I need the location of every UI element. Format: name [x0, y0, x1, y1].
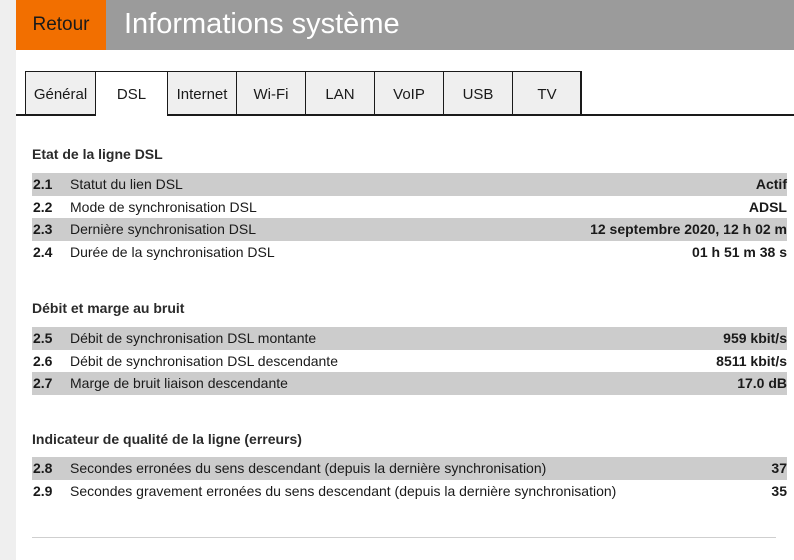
back-button[interactable]: Retour	[16, 0, 106, 50]
row-value: 8511 kbit/s	[716, 352, 787, 369]
tab-usb[interactable]: USB	[443, 71, 512, 114]
table-row	[32, 457, 787, 480]
row-number: 2.7	[33, 375, 53, 391]
row-value: Actif	[755, 176, 787, 192]
row-label: Secondes erronées du sens descendant (depuis la dernière synchronisation)	[70, 460, 547, 476]
row-label: Secondes gravement erronées du sens descendant (depuis la dernière synchronisation)	[70, 482, 617, 499]
tab-lan[interactable]: LAN	[305, 71, 374, 114]
table-row	[32, 480, 787, 503]
row-label: Durée de la synchronisation DSL	[70, 243, 275, 260]
row-number: 2.2	[33, 198, 53, 215]
table-row	[32, 218, 787, 241]
tab-end-border	[580, 71, 582, 114]
table-row	[32, 327, 787, 350]
tab-tv[interactable]: TV	[512, 71, 581, 114]
row-label: Statut du lien DSL	[70, 176, 183, 192]
table-row	[32, 350, 787, 373]
section-title-line-quality: Indicateur de qualité de la ligne (erreurs)	[32, 431, 302, 447]
row-value: 35	[771, 482, 787, 499]
row-number: 2.5	[33, 330, 53, 346]
row-number: 2.6	[33, 352, 53, 369]
row-number: 2.9	[33, 482, 53, 499]
row-label: Débit de synchronisation DSL descendante	[70, 352, 338, 369]
row-label: Débit de synchronisation DSL montante	[70, 330, 317, 346]
footer-divider	[32, 537, 776, 538]
row-label: Marge de bruit liaison descendante	[70, 375, 288, 391]
table-row	[32, 196, 787, 219]
tab-dsl[interactable]: DSL	[95, 71, 167, 116]
tab-bar	[16, 71, 794, 116]
tab-general[interactable]: Général	[25, 71, 95, 114]
line-state-table	[32, 173, 787, 263]
page	[16, 0, 794, 560]
section-title-line-state: Etat de la ligne DSL	[32, 146, 163, 162]
row-number: 2.1	[33, 176, 53, 192]
row-label: Mode de synchronisation DSL	[70, 198, 257, 215]
header-bar	[16, 0, 794, 50]
section-title-rate-noise: Débit et marge au bruit	[32, 300, 185, 316]
tab-internet[interactable]: Internet	[167, 71, 236, 114]
line-quality-table	[32, 457, 787, 502]
table-row	[32, 241, 787, 264]
table-row	[32, 173, 787, 196]
page-title: Informations système	[124, 8, 400, 40]
row-number: 2.4	[33, 243, 53, 260]
table-row	[32, 372, 787, 395]
tab-wifi[interactable]: Wi-Fi	[236, 71, 305, 114]
rate-noise-table	[32, 327, 787, 395]
row-value: 12 septembre 2020, 12 h 02 m	[590, 221, 787, 237]
row-value: 959 kbit/s	[723, 330, 787, 346]
row-label: Dernière synchronisation DSL	[70, 221, 256, 237]
row-number: 2.3	[33, 221, 53, 237]
row-value: 37	[771, 460, 787, 476]
row-number: 2.8	[33, 460, 53, 476]
row-value: ADSL	[748, 198, 787, 215]
row-value: 01 h 51 m 38 s	[692, 243, 787, 260]
tab-voip[interactable]: VoIP	[374, 71, 443, 114]
row-value: 17.0 dB	[737, 375, 787, 391]
